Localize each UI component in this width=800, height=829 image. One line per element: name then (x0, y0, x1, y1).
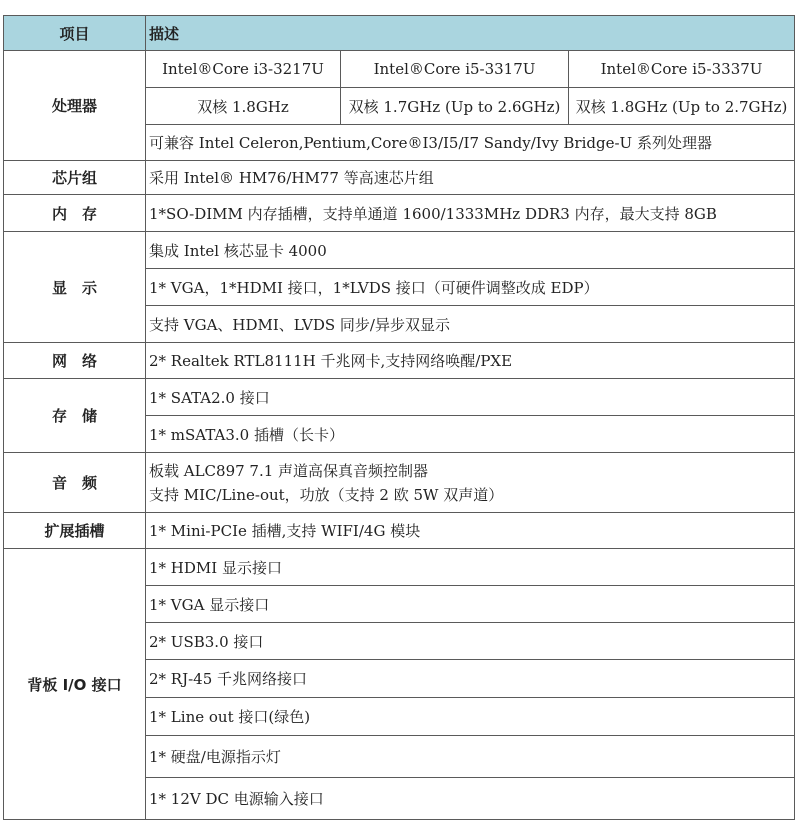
header-item: 项目 (4, 16, 146, 51)
rear-io-line: 2* USB3.0 接口 (146, 623, 795, 660)
storage-label: 存 储 (4, 379, 146, 453)
rear-io-row (4, 549, 795, 586)
audio-line: 板载 ALC897 7.1 声道高保真音频控制器 (149, 461, 429, 480)
storage-line: 1* SATA2.0 接口 (146, 379, 795, 416)
storage-row (4, 379, 795, 416)
cpu-model: Intel®Core i3-3217U (146, 51, 341, 88)
chipset-label: 芯片组 (4, 161, 146, 195)
cpu-spec: 双核 1.8GHz (Up to 2.7GHz) (569, 88, 795, 125)
display-label: 显 示 (4, 232, 146, 343)
audio-row (4, 453, 795, 513)
audio-line: 支持 MIC/Line-out，功放（支持 2 欧 5W 双声道） (149, 485, 504, 504)
rear-io-line: 1* Line out 接口(绿色) (146, 698, 795, 736)
cpu-model: Intel®Core i5-3337U (569, 51, 795, 88)
audio-label: 音 频 (4, 453, 146, 513)
rear-io-line: 1* HDMI 显示接口 (146, 549, 795, 586)
rear-io-line: 1* 硬盘/电源指示灯 (146, 736, 795, 778)
rear-io-label: 背板 I/O 接口 (4, 549, 146, 820)
storage-line: 1* mSATA3.0 插槽（长卡） (146, 416, 795, 453)
processor-label: 处理器 (4, 51, 146, 161)
display-row (4, 232, 795, 269)
network-label: 网 络 (4, 343, 146, 379)
rear-io-line: 1* VGA 显示接口 (146, 586, 795, 623)
expansion-label: 扩展插槽 (4, 513, 146, 549)
memory-label: 内 存 (4, 195, 146, 232)
audio-value (146, 453, 795, 513)
memory-row (4, 195, 795, 232)
processor-models-row (4, 51, 795, 88)
spec-table (3, 15, 795, 820)
cpu-spec: 双核 1.7GHz (Up to 2.6GHz) (341, 88, 569, 125)
rear-io-line: 1* 12V DC 电源输入接口 (146, 778, 795, 820)
cpu-model: Intel®Core i5-3317U (341, 51, 569, 88)
processor-compat: 可兼容 Intel Celeron,Pentium,Core®I3/I5/I7 Sandy/Ivy Bridge-U 系列处理器 (146, 125, 795, 161)
display-line: 集成 Intel 核芯显卡 4000 (146, 232, 795, 269)
display-line: 支持 VGA、HDMI、LVDS 同步/异步双显示 (146, 306, 795, 343)
chipset-row (4, 161, 795, 195)
rear-io-line: 2* RJ-45 千兆网络接口 (146, 660, 795, 698)
header-row (4, 16, 795, 51)
display-line: 1* VGA，1*HDMI 接口，1*LVDS 接口（可硬件调整改成 EDP） (146, 269, 795, 306)
network-row (4, 343, 795, 379)
chipset-value: 采用 Intel® HM76/HM77 等高速芯片组 (146, 161, 795, 195)
cpu-spec: 双核 1.8GHz (146, 88, 341, 125)
header-description: 描述 (146, 16, 795, 51)
expansion-value: 1* Mini-PCIe 插槽,支持 WIFI/4G 模块 (146, 513, 795, 549)
expansion-row (4, 513, 795, 549)
memory-value: 1*SO-DIMM 内存插槽，支持单通道 1600/1333MHz DDR3 内存，最大支持 8GB (146, 195, 795, 232)
network-value: 2* Realtek RTL8111H 千兆网卡,支持网络唤醒/PXE (146, 343, 795, 379)
